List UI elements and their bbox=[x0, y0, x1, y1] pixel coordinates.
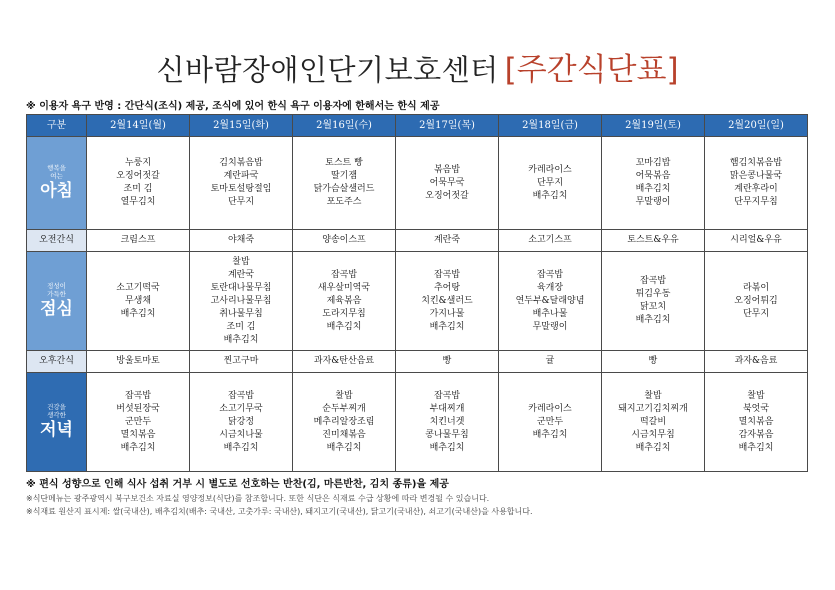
snack-cell: 토스트&우유 bbox=[602, 230, 705, 252]
breakfast-row bbox=[27, 137, 808, 230]
menu-item: 배추김치 bbox=[635, 184, 671, 194]
dinner-label bbox=[27, 373, 87, 472]
menu-item: 단무지 bbox=[227, 197, 255, 207]
afternoon-snack-row bbox=[27, 351, 808, 373]
menu-item: 열무김치 bbox=[120, 197, 156, 207]
menu-item: 돼지고기김치찌개 bbox=[618, 403, 688, 414]
dinner-row bbox=[27, 373, 808, 472]
snack-cell: 과자&음료 bbox=[705, 351, 808, 373]
snack-cell: 계란죽 bbox=[396, 230, 499, 252]
meal-label-main: 아침 bbox=[40, 181, 73, 201]
snack-cell: 귤 bbox=[499, 351, 602, 373]
meal-label-small: 가득한 bbox=[47, 290, 66, 298]
menu-item: 닭가슴살샐러드 bbox=[313, 184, 375, 194]
weekly-menu-table bbox=[26, 114, 808, 472]
menu-cell bbox=[499, 137, 602, 230]
date-header: 2월20일(일) bbox=[705, 115, 808, 137]
menu-item: 배추김치 bbox=[738, 442, 774, 453]
menu-cell bbox=[87, 252, 190, 351]
menu-cell bbox=[293, 252, 396, 351]
menu-item: 배추김치 bbox=[223, 334, 259, 345]
menu-item: 카레라이스 bbox=[528, 403, 572, 414]
snack-cell: 과자&탄산음료 bbox=[293, 351, 396, 373]
menu-item: 어묵볶음 bbox=[635, 171, 671, 181]
menu-item: 햄김치볶음밥 bbox=[729, 158, 783, 168]
menu-cell bbox=[396, 252, 499, 351]
menu-item: 카레라이스 bbox=[528, 164, 572, 175]
menu-item: 제육볶음 bbox=[326, 295, 362, 306]
menu-item: 볶음밥 bbox=[433, 164, 461, 175]
menu-item: 토란대나물무침 bbox=[210, 282, 272, 293]
menu-item: 딸기잼 bbox=[330, 171, 358, 181]
menu-item: 잡곡밥 bbox=[433, 269, 461, 280]
meal-label-main: 점심 bbox=[40, 299, 73, 319]
menu-cell bbox=[190, 252, 293, 351]
menu-cell bbox=[705, 137, 808, 230]
menu-item: 어묵무국 bbox=[429, 177, 465, 188]
menu-cell bbox=[396, 137, 499, 230]
note-menu-source: ※식단메뉴는 광주광역시 북구보건소 자료실 영양정보(식단)를 참조합니다. 또한 식단은 식재료 수급 상황에 따라 변경될 수 있습니다. bbox=[26, 494, 490, 503]
date-header: 2월19일(토) bbox=[602, 115, 705, 137]
menu-item: 단무지무침 bbox=[734, 197, 778, 207]
menu-item: 단무지 bbox=[742, 308, 770, 319]
header-row bbox=[27, 115, 808, 137]
menu-item: 새우살미역국 bbox=[317, 282, 371, 293]
menu-item: 토마토설탕절임 bbox=[210, 184, 272, 194]
menu-item: 콩나물무침 bbox=[425, 429, 469, 440]
menu-cell bbox=[705, 373, 808, 472]
menu-item: 무말랭이 bbox=[532, 321, 568, 332]
corner-cell: 구분 bbox=[27, 115, 87, 137]
date-header: 2월16일(수) bbox=[293, 115, 396, 137]
menu-cell bbox=[87, 137, 190, 230]
menu-item: 시금치무침 bbox=[631, 429, 675, 440]
meal-label-main: 저녁 bbox=[40, 420, 73, 440]
menu-item: 단무지 bbox=[536, 177, 564, 188]
menu-item: 순두부찌개 bbox=[322, 403, 366, 414]
snack-cell: 찐고구마 bbox=[190, 351, 293, 373]
menu-item: 찰밥 bbox=[335, 390, 353, 401]
menu-item: 잡곡밥 bbox=[639, 276, 667, 286]
menu-item: 부대찌개 bbox=[429, 403, 465, 414]
menu-item: 배추김치 bbox=[223, 442, 259, 453]
note-picky-eating: ※ 편식 성향으로 인해 식사 섭취 거부 시 별도로 선호하는 반찬(김, 마른반찬, 김치 종류)을 제공 bbox=[26, 479, 449, 490]
menu-item: 군만두 bbox=[124, 416, 152, 427]
menu-item: 조미 김 bbox=[226, 321, 256, 332]
lunch-row bbox=[27, 252, 808, 351]
menu-cell bbox=[293, 137, 396, 230]
menu-item: 배추김치 bbox=[429, 321, 465, 332]
menu-item: 포도주스 bbox=[326, 197, 362, 207]
menu-item: 진미채볶음 bbox=[322, 429, 366, 440]
menu-item: 오징어젓갈 bbox=[425, 190, 469, 201]
menu-item: 시금치나물 bbox=[219, 429, 263, 440]
menu-item: 계란파국 bbox=[223, 171, 259, 181]
snack-cell: 양송이스프 bbox=[293, 230, 396, 252]
date-header: 2월14일(월) bbox=[87, 115, 190, 137]
menu-item: 닭강정 bbox=[227, 416, 255, 427]
bottom-notes bbox=[26, 477, 816, 518]
page-title bbox=[0, 44, 835, 88]
menu-cell bbox=[602, 137, 705, 230]
menu-item: 배추김치 bbox=[635, 442, 671, 453]
snack-cell: 시리얼&우유 bbox=[705, 230, 808, 252]
menu-cell bbox=[602, 373, 705, 472]
menu-item: 소고기무국 bbox=[219, 403, 263, 414]
lunch-label bbox=[27, 252, 87, 351]
date-header: 2월17일(목) bbox=[396, 115, 499, 137]
menu-item: 멸치볶음 bbox=[120, 429, 156, 440]
menu-item: 무생채 bbox=[124, 295, 152, 306]
menu-item: 치킨너겟 bbox=[429, 416, 465, 427]
menu-cell bbox=[190, 373, 293, 472]
afternoon-snack-label: 오후간식 bbox=[27, 351, 87, 373]
menu-cell bbox=[87, 373, 190, 472]
menu-item: 라볶이 bbox=[742, 282, 770, 293]
meal-label-small: 여는 bbox=[50, 172, 63, 180]
center-name: 신바람장애인단기보호센터 bbox=[156, 53, 499, 87]
meal-label-small: 건강을 bbox=[47, 403, 66, 411]
menu-item: 배추김치 bbox=[635, 315, 671, 325]
menu-item: 북엇국 bbox=[742, 403, 770, 414]
morning-snack-row bbox=[27, 230, 808, 252]
menu-item: 잡곡밥 bbox=[330, 269, 358, 280]
menu-item: 떡갈비 bbox=[639, 416, 667, 427]
menu-title: [주간식단표] bbox=[504, 52, 679, 88]
menu-item: 오징어튀김 bbox=[734, 295, 778, 306]
menu-item: 잡곡밥 bbox=[536, 269, 564, 280]
menu-item: 계란국 bbox=[227, 269, 255, 280]
menu-item: 잡곡밥 bbox=[227, 390, 255, 401]
meal-label-small: 정성이 bbox=[47, 282, 66, 290]
menu-item: 찰밥 bbox=[644, 390, 662, 401]
menu-item: 배추김치 bbox=[120, 442, 156, 453]
menu-cell bbox=[499, 252, 602, 351]
menu-item: 취나물무침 bbox=[219, 308, 263, 319]
menu-item: 가지나물 bbox=[429, 308, 465, 319]
snack-cell: 야채죽 bbox=[190, 230, 293, 252]
menu-item: 고사리나물무침 bbox=[210, 295, 272, 306]
menu-item: 조미 김 bbox=[123, 184, 153, 194]
morning-snack-label: 오전간식 bbox=[27, 230, 87, 252]
menu-item: 버섯된장국 bbox=[116, 403, 160, 414]
menu-item: 맑은콩나물국 bbox=[729, 171, 783, 181]
menu-item: 군만두 bbox=[536, 416, 564, 427]
menu-item: 잡곡밥 bbox=[433, 390, 461, 401]
date-header: 2월15일(화) bbox=[190, 115, 293, 137]
menu-cell bbox=[705, 252, 808, 351]
menu-cell bbox=[293, 373, 396, 472]
snack-cell: 방울토마토 bbox=[87, 351, 190, 373]
note-origin: ※식재료 원산지 표시제: 쌀(국내산), 배추김치(배추: 국내산, 고춧가루: 국내산), 돼지고기(국내산), 닭고기(국내산), 쇠고기(국내산)을 사용합니다. bbox=[26, 507, 533, 516]
menu-item: 멸치볶음 bbox=[738, 416, 774, 427]
snack-cell: 빵 bbox=[396, 351, 499, 373]
menu-item: 김치볶음밥 bbox=[219, 158, 263, 168]
menu-item: 배추김치 bbox=[326, 321, 362, 332]
menu-item: 찰밥 bbox=[232, 256, 250, 267]
menu-cell bbox=[190, 137, 293, 230]
menu-item: 오징어젓갈 bbox=[116, 171, 160, 181]
menu-item: 배추김치 bbox=[532, 190, 568, 201]
menu-item: 닭꼬치 bbox=[639, 302, 667, 312]
meal-label-small: 생각한 bbox=[47, 411, 66, 419]
snack-cell: 빵 bbox=[602, 351, 705, 373]
menu-item: 꼬마김밥 bbox=[635, 158, 671, 168]
menu-item: 치킨&샐러드 bbox=[421, 295, 473, 306]
snack-cell: 크림스프 bbox=[87, 230, 190, 252]
menu-item: 배추김치 bbox=[120, 308, 156, 319]
menu-item: 찰밥 bbox=[747, 390, 765, 401]
menu-cell bbox=[499, 373, 602, 472]
menu-item: 튀김우동 bbox=[635, 289, 671, 299]
menu-item: 누룽지 bbox=[124, 158, 152, 168]
menu-item: 육개장 bbox=[536, 282, 564, 293]
menu-item: 배추나물 bbox=[532, 308, 568, 319]
date-header: 2월18일(금) bbox=[499, 115, 602, 137]
snack-cell: 소고기스프 bbox=[499, 230, 602, 252]
menu-item: 도라지무침 bbox=[322, 308, 366, 319]
menu-item: 계란후라이 bbox=[734, 184, 778, 194]
menu-item: 메추리알장조림 bbox=[313, 416, 375, 427]
menu-cell bbox=[396, 373, 499, 472]
menu-item: 감자볶음 bbox=[738, 429, 774, 440]
top-note: ※ 이용자 욕구 반영 : 간단식(조식) 제공, 조식에 있어 한식 욕구 이용자에 한해서는 한식 제공 bbox=[26, 101, 440, 112]
meal-label-small: 행복을 bbox=[47, 164, 66, 172]
breakfast-label bbox=[27, 137, 87, 230]
menu-item: 배추김치 bbox=[532, 429, 568, 440]
menu-item: 잡곡밥 bbox=[124, 390, 152, 401]
menu-item: 배추김치 bbox=[326, 442, 362, 453]
menu-item: 무말랭이 bbox=[635, 197, 671, 207]
menu-item: 연두부&달래양념 bbox=[515, 295, 585, 306]
menu-item: 소고기떡국 bbox=[116, 282, 160, 293]
menu-cell bbox=[602, 252, 705, 351]
menu-item: 토스트 빵 bbox=[325, 158, 363, 168]
menu-item: 배추김치 bbox=[429, 442, 465, 453]
menu-item: 추어탕 bbox=[433, 282, 461, 293]
